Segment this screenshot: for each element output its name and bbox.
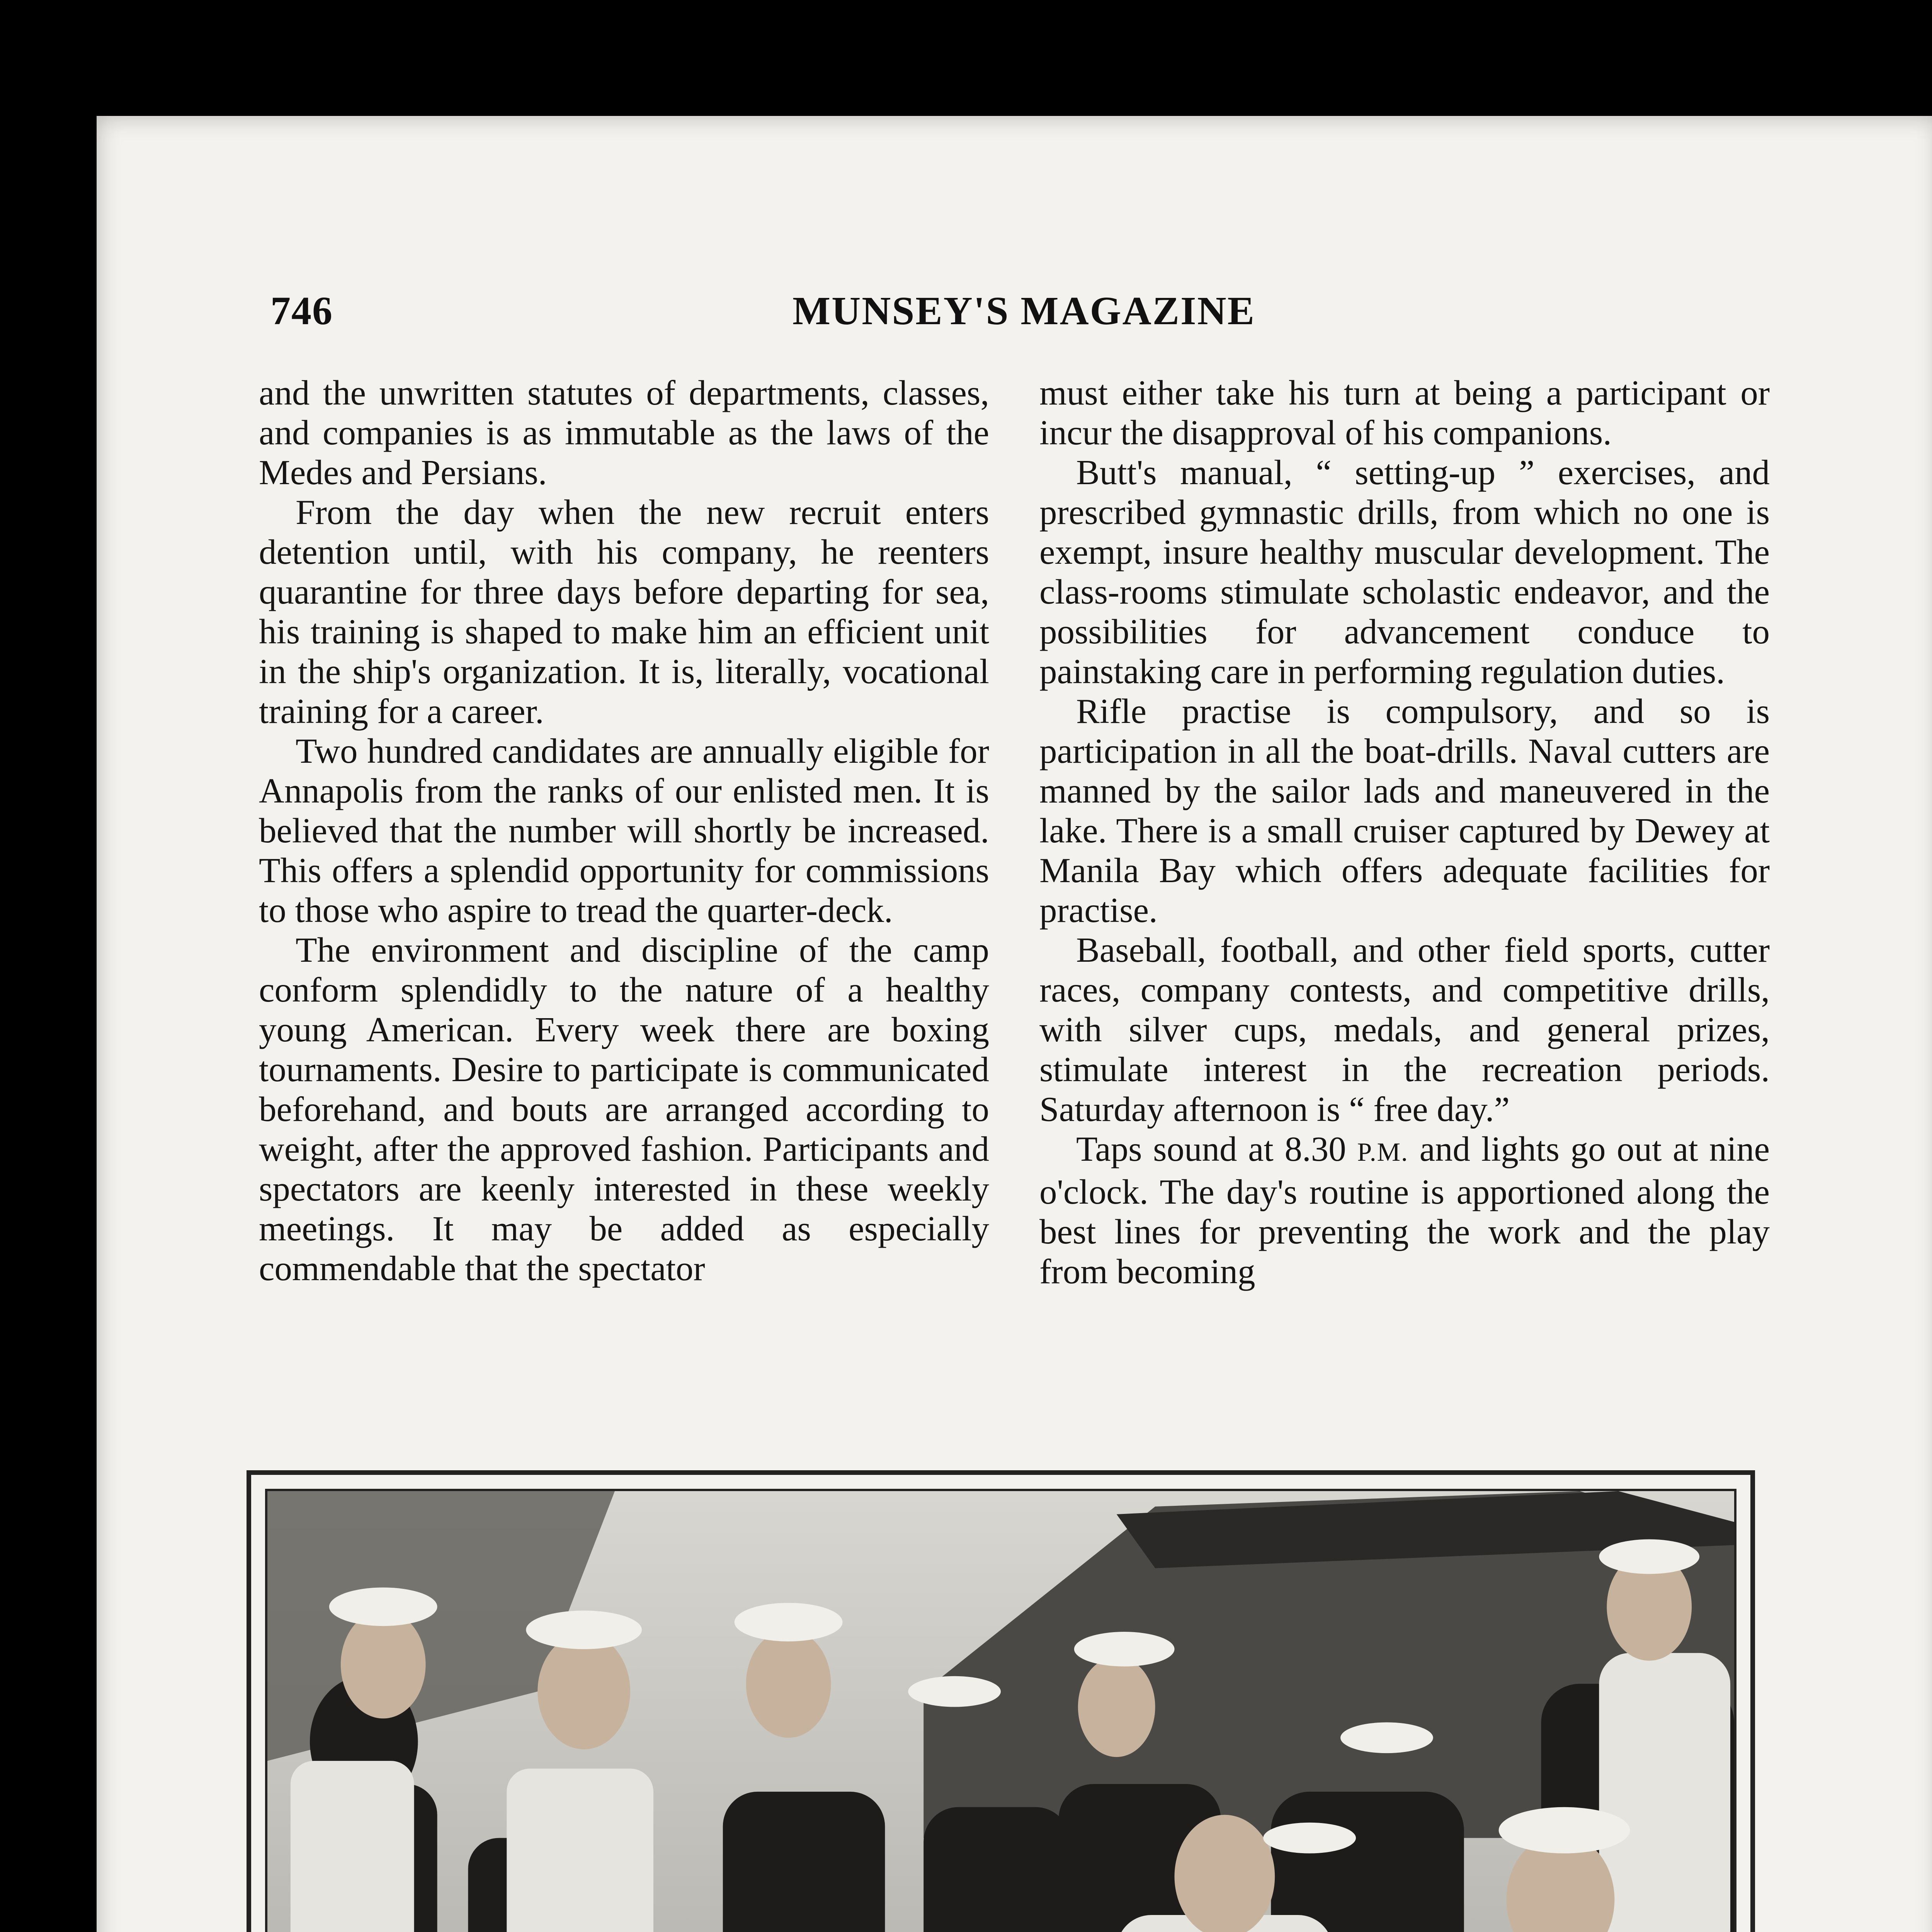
article-body: [259, 373, 1770, 1435]
right-column: [1039, 373, 1770, 1435]
page-number: 746: [270, 289, 333, 333]
magazine-title: MUNSEY'S MAGAZINE: [793, 289, 1255, 333]
paragraph: and the unwritten statutes of departments, classes, and companies is as immutable as the laws of the Medes and Persians.: [259, 373, 989, 492]
paragraph: From the day when the new recruit enters detention until, with his company, he reenters quarantine for three days before departing for sea, his training is shaped to make him an efficient unit in the ship's organization. It is, literally, vocational training for a career.: [259, 493, 989, 731]
running-head: [270, 288, 1777, 342]
paragraph: [1039, 1129, 1770, 1291]
photograph: [265, 1489, 1736, 1932]
paragraph: Butt's manual, “ setting-up ” exercises, and prescribed gymnastic drills, from which no one is exempt, insure healthy muscular development. The class-rooms stimulate scholastic endeavor, and the possibilities for advancement conduce to painstaking care in performing regulation duties.: [1039, 453, 1770, 691]
paragraph: must either take his turn at being a participant or incur the disapproval of his companions.: [1039, 373, 1770, 452]
paragraph: The environment and discipline of the camp conform splendidly to the nature of a healthy young American. Every week there are boxing tournaments. Desire to participate is communicated beforehand, and bouts are arranged according to weight, after the approved fashion. Participants and spectators are keenly interested in these weekly meetings. It may be added as especially commendable that the spectator: [259, 930, 989, 1288]
photograph-sketch: [267, 1491, 1734, 1932]
left-column: [259, 373, 989, 1435]
paragraph: Two hundred candidates are annually eligible for Annapolis from the ranks of our enlisted men. It is believed that the number will shortly be increased. This offers a splendid opportunity for commissions to those who aspire to tread the quarter-deck.: [259, 731, 989, 930]
small-caps-run: P.M.: [1357, 1137, 1409, 1167]
paragraph: Baseball, football, and other field sports, cutter races, company contests, and competitive drills, with silver cups, medals, and general prizes, stimulate interest in the recreation periods. Saturday afternoon is “ free day.”: [1039, 930, 1770, 1129]
photo-frame: [247, 1470, 1755, 1932]
text-run: and lights go out at nine o'clock. The day's routine is apportioned along the best lines for preventing the work and the play from becoming: [1039, 1129, 1770, 1291]
text-run: Taps sound at 8.30: [1076, 1129, 1357, 1168]
paragraph: Rifle practise is compulsory, and so is participation in all the boat-drills. Naval cutters are manned by the sailor lads and maneuvered in the lake. There is a small cruiser captured by Dewey at Manila Bay which offers adequate facilities for practise.: [1039, 692, 1770, 930]
